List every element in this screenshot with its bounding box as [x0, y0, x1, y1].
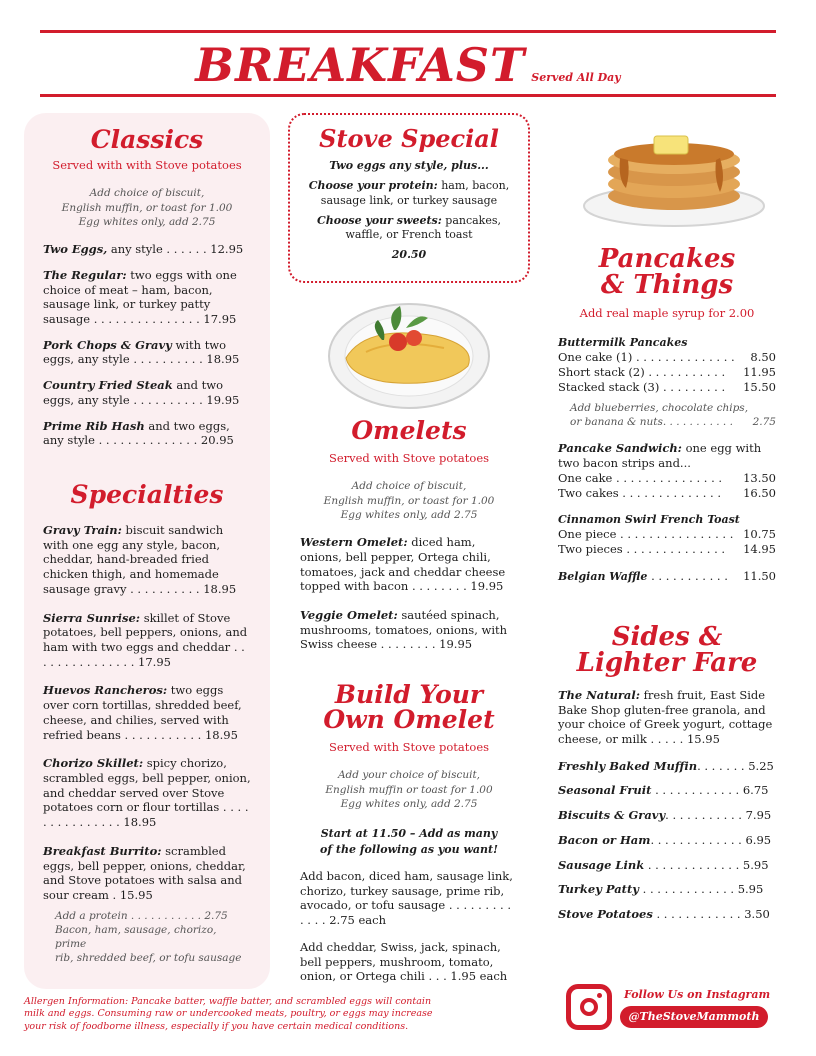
buttermilk-title: Buttermilk Pancakes	[558, 336, 688, 349]
menu-item: Pancake Sandwich: one egg with two bacon strips and...	[558, 441, 762, 470]
side-item: Freshly Baked Muffin. . . . . . . 5.25	[558, 758, 774, 773]
bottom-rule	[40, 94, 776, 97]
stove-special-heading: Stove Special	[319, 124, 499, 153]
price-row: Stacked stack (3) . . . . . . . . . 15.50	[558, 379, 776, 394]
page-subtitle: Served All Day	[531, 71, 621, 84]
classics-note: Add choice of biscuit, English muffin, or toast for 1.00 Egg whites only, add 2.75	[61, 187, 233, 229]
menu-item: Two Eggs, any style . . . . . . 12.95	[43, 242, 244, 257]
stove-special-price: 20.50	[391, 248, 427, 262]
instagram-handle[interactable]: @TheStoveMammoth	[620, 1006, 768, 1028]
protein-addon-note: Add a protein . . . . . . . . . . . 2.75 Bacon, ham, sausage, chorizo, prime rib, shredded beef, or tofu sausage	[55, 909, 242, 965]
top-rule	[40, 30, 776, 33]
follow-label: Follow Us on Instagram	[624, 988, 771, 1001]
menu-item: Gravy Train: biscuit sandwich with one egg any style, bacon, cheddar, hand-breaded fried chicken thigh, and homemade sausage gravy . . . . . . . . . . 18.95	[43, 522, 237, 596]
page-title: BREAKFAST	[195, 38, 526, 92]
pancake-stack-illustration	[580, 118, 766, 230]
pancakes-sub: Add real maple syrup for 2.00	[579, 306, 755, 320]
specialties-heading: Specialties	[70, 479, 224, 509]
side-item: Turkey Patty . . . . . . . . . . . . . 5.95	[558, 882, 764, 897]
stove-special-protein: Choose your protein: ham, bacon, sausage link, or turkey sausage	[308, 179, 510, 207]
price-row: Two cakes . . . . . . . . . . . . . . 16.50	[558, 485, 776, 500]
menu-item: The Natural: fresh fruit, East Side Bake Shop gluten-free granola, and your choice of Greek yogurt, cottage cheese, or milk . . . . . 15.95	[558, 687, 773, 746]
side-item: Biscuits & Gravy. . . . . . . . . . . 7.95	[558, 808, 772, 823]
side-item: Seasonal Fruit . . . . . . . . . . . . 6.75	[558, 783, 769, 798]
pancakes-section	[558, 246, 776, 922]
price-row: One piece . . . . . . . . . . . . . . . . 10.75	[558, 526, 776, 541]
build-sub: Served with Stove potatoes	[328, 740, 490, 755]
build-note: Add your choice of biscuit, English muffin or toast for 1.00 Egg whites only, add 2.75	[325, 769, 493, 811]
omelets-sub: Served with Stove potatoes	[328, 451, 490, 465]
price-row: Two pieces . . . . . . . . . . . . . . 14.95	[558, 541, 776, 556]
stove-special-line: Two eggs any style, plus...	[329, 159, 489, 172]
price-row: Short stack (2) . . . . . . . . . . . 11.95	[558, 365, 776, 380]
menu-item: Pork Chops & Gravy with two eggs, any style . . . . . . . . . . 18.95	[43, 337, 240, 367]
classics-section	[43, 127, 251, 965]
side-item: Sausage Link . . . . . . . . . . . . . 5.95	[558, 857, 769, 872]
allergen-info: Allergen Information: Pancake batter, waffle batter, and scrambled eggs will contain milk and eggs. Consuming raw or undercooked meats, poultry, or eggs may increase your risk of foodborne illness, especially if you have certain medical conditions.	[24, 996, 433, 1032]
instagram-icon[interactable]	[566, 984, 612, 1030]
price-row: One cake (1) . . . . . . . . . . . . . . 8.50	[558, 350, 776, 365]
pancakes-heading: Pancakes & Things	[598, 244, 736, 300]
stove-special-box	[288, 113, 530, 283]
side-item: Stove Potatoes . . . . . . . . . . . . 3.50	[558, 906, 770, 921]
omelets-section	[300, 418, 518, 984]
build-heading: Build Your Own Omelet	[323, 680, 495, 735]
omelets-note: Add choice of biscuit, English muffin, or toast for 1.00 Egg whites only, add 2.75	[323, 480, 495, 522]
omelet-plate-illustration	[326, 296, 492, 410]
menu-item: The Regular: two eggs with one choice of meat – ham, bacon, sausage link, or turkey patty sausage . . . . . . . . . . . . . . . 17.95	[43, 267, 237, 326]
menu-item: Belgian Waffle . . . . . . . . . . . 11.50	[558, 568, 776, 583]
menu-item: Prime Rib Hash and two eggs, any style . . . . . . . . . . . . . . 20.95	[43, 418, 234, 448]
side-item: Bacon or Ham. . . . . . . . . . . . . 6.95	[558, 832, 772, 847]
classics-sub: Served with with Stove potatoes	[52, 158, 242, 172]
build-add-veggies: Add cheddar, Swiss, jack, spinach, bell peppers, mushroom, tomato, onion, or Ortega chili . . . 1.95 each	[300, 939, 508, 984]
menu-item: Veggie Omelet: sautéed spinach, mushrooms, tomatoes, onions, with Swiss cheese . . . . . . . . 19.95	[300, 607, 508, 652]
page-header	[0, 38, 816, 92]
pancake-addon-note: Add blueberries, chocolate chips, or banana & nuts. . . . . . . . . . . 2.75	[570, 401, 776, 429]
build-start: Start at 11.50 – Add as many of the following as you want!	[320, 827, 498, 856]
stove-special-sweets: Choose your sweets: pancakes, waffle, or French toast	[316, 213, 501, 242]
menu-item: Chorizo Skillet: spicy chorizo, scrambled eggs, bell pepper, onion, and cheddar served over Stove potatoes corn or flour tortillas . . . . . . . . . . . . . . . 18.95	[43, 756, 251, 830]
classics-heading: Classics	[90, 125, 204, 154]
price-row: One cake . . . . . . . . . . . . . . . 13.50	[558, 470, 776, 485]
menu-item: Huevos Rancheros: two eggs over corn tortillas, shredded beef, cheese, and chilies, served with refried beans . . . . . . . . . . . 18.95	[43, 683, 242, 742]
menu-item: Country Fried Steak and two eggs, any style . . . . . . . . . . 19.95	[43, 378, 240, 407]
menu-item: Breakfast Burrito: scrambled eggs, bell pepper, onions, cheddar, and Stove potatoes with salsa and sour cream . 15.95	[43, 843, 246, 903]
sides-heading: Sides & Lighter Fare	[576, 621, 758, 678]
cinnamon-title: Cinnamon Swirl French Toast	[558, 512, 740, 526]
menu-item: Western Omelet: diced ham, onions, bell pepper, Ortega chili, tomatoes, jack and cheddar cheese topped with bacon . . . . . . . . 19.95	[300, 535, 506, 594]
menu-item: Sierra Sunrise: skillet of Stove potatoes, bell peppers, onions, and ham with two eggs and cheddar . . . . . . . . . . . . . . . 17.95	[43, 610, 248, 669]
build-add-meats: Add bacon, diced ham, sausage link, chorizo, turkey sausage, prime rib, avocado, or tofu sausage . . . . . . . . . . . . . 2.75 each	[300, 868, 513, 928]
omelets-heading: Omelets	[351, 416, 467, 445]
